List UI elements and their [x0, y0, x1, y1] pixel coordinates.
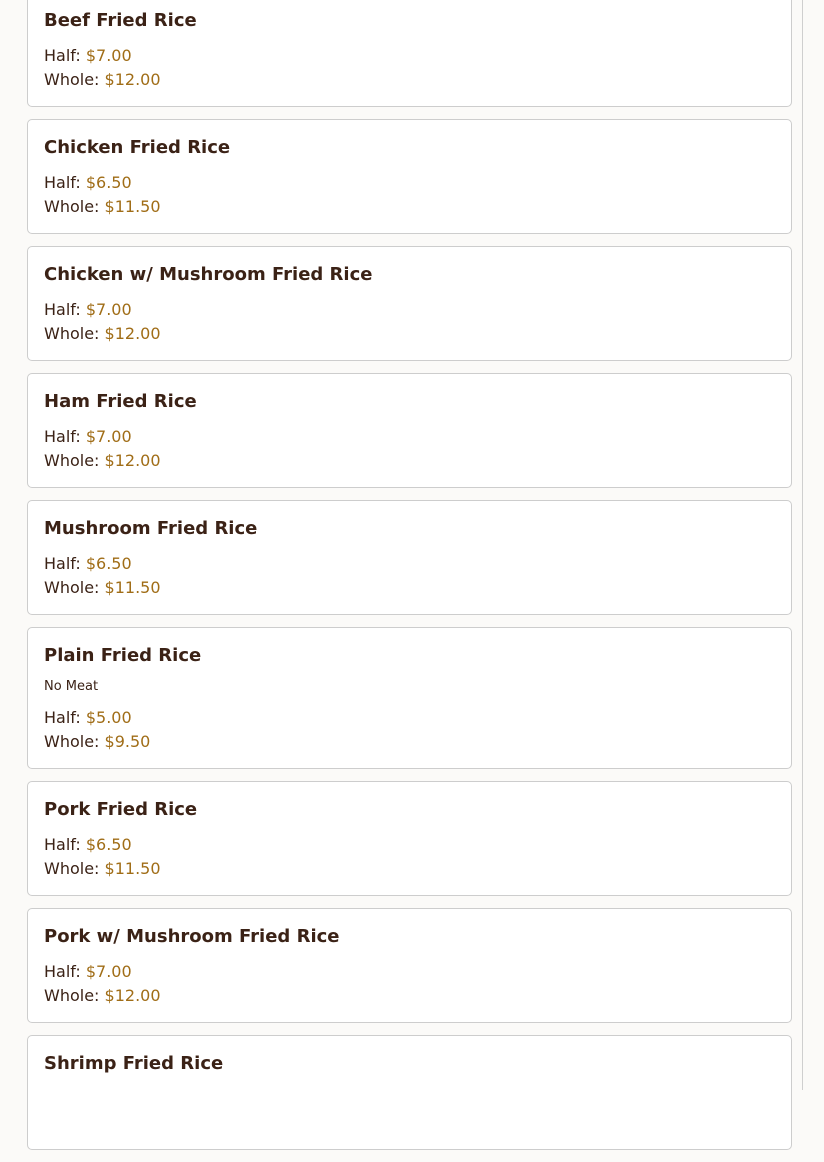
whole-label: Whole:	[44, 986, 100, 1005]
whole-price: $12.00	[104, 70, 161, 89]
half-label: Half:	[44, 554, 81, 573]
half-price: $6.50	[85, 554, 132, 573]
half-price-line	[44, 835, 132, 854]
half-label: Half:	[44, 708, 81, 727]
whole-price: $11.50	[104, 578, 161, 597]
half-price: $6.50	[85, 173, 132, 192]
half-price-line	[44, 46, 132, 65]
whole-label: Whole:	[44, 324, 100, 343]
whole-price: $11.50	[104, 859, 161, 878]
half-price-line	[44, 427, 132, 446]
half-price-line	[44, 300, 132, 319]
menu-item-name: Plain Fried Rice	[44, 645, 202, 666]
menu-list	[27, 0, 792, 1162]
menu-item-name: Pork Fried Rice	[44, 799, 198, 820]
whole-price: $11.50	[104, 197, 161, 216]
menu-item-card[interactable]	[27, 0, 792, 107]
half-price: $5.00	[85, 708, 132, 727]
half-price: $7.00	[85, 962, 132, 981]
half-label: Half:	[44, 835, 81, 854]
half-label: Half:	[44, 173, 81, 192]
menu-item-card[interactable]	[27, 373, 792, 488]
half-price: $7.00	[85, 300, 132, 319]
whole-price-line	[44, 732, 150, 751]
menu-item-name: Ham Fried Rice	[44, 391, 197, 412]
half-price: $6.50	[85, 835, 132, 854]
whole-label: Whole:	[44, 70, 100, 89]
menu-item-name: Chicken w/ Mushroom Fried Rice	[44, 264, 373, 285]
menu-item-card[interactable]	[27, 781, 792, 896]
half-price: $7.00	[85, 46, 132, 65]
menu-item-name: Shrimp Fried Rice	[44, 1053, 224, 1074]
menu-item-card[interactable]	[27, 500, 792, 615]
whole-price-line	[44, 578, 161, 597]
half-label: Half:	[44, 300, 81, 319]
whole-price-line	[44, 324, 161, 343]
menu-item-card[interactable]	[27, 119, 792, 234]
menu-item-card[interactable]	[27, 908, 792, 1023]
half-price-line	[44, 554, 132, 573]
menu-item-card[interactable]	[27, 1035, 792, 1150]
whole-label: Whole:	[44, 197, 100, 216]
whole-price: $12.00	[104, 451, 161, 470]
half-price-line	[44, 173, 132, 192]
whole-price-line	[44, 451, 161, 470]
whole-label: Whole:	[44, 451, 100, 470]
whole-price-line	[44, 986, 161, 1005]
whole-label: Whole:	[44, 578, 100, 597]
whole-label: Whole:	[44, 732, 100, 751]
whole-label: Whole:	[44, 859, 100, 878]
half-label: Half:	[44, 962, 81, 981]
menu-item-name: Beef Fried Rice	[44, 10, 197, 31]
menu-item-name: Pork w/ Mushroom Fried Rice	[44, 926, 340, 947]
menu-item-note: No Meat	[44, 679, 99, 694]
whole-price-line	[44, 197, 161, 216]
half-label: Half:	[44, 46, 81, 65]
whole-price-line	[44, 70, 161, 89]
whole-price: $12.00	[104, 986, 161, 1005]
whole-price: $12.00	[104, 324, 161, 343]
half-price-line	[44, 708, 132, 727]
whole-price: $9.50	[104, 732, 151, 751]
half-price-line	[44, 962, 132, 981]
menu-item-name: Mushroom Fried Rice	[44, 518, 258, 539]
menu-item-card[interactable]	[27, 246, 792, 361]
half-price: $7.00	[85, 427, 132, 446]
whole-price-line	[44, 859, 161, 878]
menu-item-name: Chicken Fried Rice	[44, 137, 231, 158]
menu-item-card[interactable]	[27, 627, 792, 769]
half-label: Half:	[44, 427, 81, 446]
